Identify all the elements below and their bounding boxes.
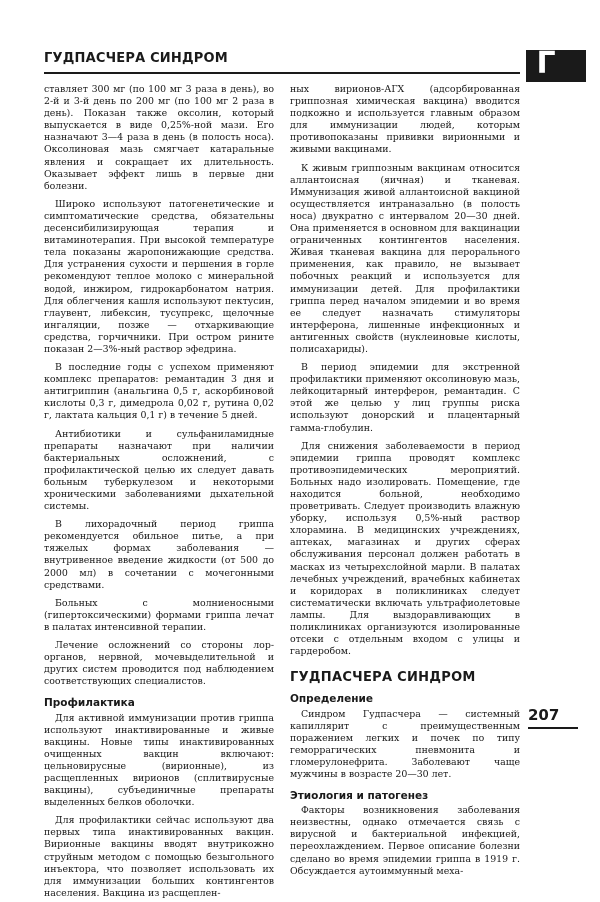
paragraph: Широко используют патогенетические и симптоматические средства, обязательны десенсибилизирующая терапия и витаминотерапия. При высокой температуре тела показаны жаропонижающие средства. Для устранения сухости и першения в горле рекомендуют теплое молоко с минеральной водой, инжиром, гидрокарбонатом натрия. Для облегчения кашля используют пектусин, глаувент, либексин, тусупрекс, щелочные ингаляции, позже — отхаркивающие средства, горчичники. При остром рините показан 2—3%-ный раствор эфедрина. [44,198,274,355]
page-number-rule [528,727,578,729]
subheading-definition: Определение [290,693,373,706]
subheading-etiology: Этиология и патогенез [290,790,429,803]
paragraph: ставляет 300 мг (по 100 мг 3 раза в день), во 2-й и 3-й день по 200 мг (по 100 мг 2 раза в день). Показан также оксолин, который выпускается в виде 0,25%-ной мази. Его назначают 3—4 раза в день (в полость носа). Оксолиновая мазь смягчает катаральные явления и сокращает их длительность. Оказывает эффект лишь в первые дни болезни. [44,84,274,192]
paragraph: Для активной иммунизации против гриппа используют инактивированные и живые вакцины. Новые типы инактивированных очищенных вакцин включают: цельновирусные (вирионные), из расщепленных вирионов (сплитвирусные вакцины), субъединичные препараты выделенных белков оболочки. [44,712,274,809]
paragraph: Больных с молниеносными (гипертоксическими) формами гриппа лечат в палатах интенсивной терапии. [44,597,274,633]
paragraph: Факторы возникновения заболевания неизвестны, однако отмечается связь с вирусной и бактериальной инфекцией, переохлаждением. Первое описание болезни сделано во время эпидемии гриппа в 1919 г. Обсуждается аутоиммунный меха- [290,805,520,877]
paragraph: Для снижения заболеваемости в период эпидемии гриппа проводят комплекс противоэпидемических мероприятий. Больных надо изолировать. Помещение, где находится больной, необходимо проветривать. Следует производить влажную уборку, используя 0,5%-ный раствор хлорамина. В медицинских учреждениях, аптеках, магазинах и других сферах обслуживания персонал должен работать в масках из четырехслойной марли. В палатах лечебных учреждений, врачебных кабинетах и коридорах в поликлиниках следует систематически включать ультрафиолетовые лампы. Для выздоравливающих в поликлиниках организуются изолированные отсеки с отдельным входом с улицы и гардеробом. [290,440,520,658]
paragraph: В период эпидемии для экстренной профилактики применяют оксолиновую мазь, лейкоцитарный интерферон, ремантадин. С этой же целью у лиц группы риска используют донорский и плацентарный гамма-глобулин. [290,362,520,434]
header-rule [44,72,520,74]
section-title: ГУДПАСЧЕРА СИНДРОМ [290,670,476,686]
running-header-title: ГУДПАСЧЕРА СИНДРОМ [44,51,228,66]
paragraph: Для профилактики сейчас используют два первых типа инактивированных вакцин. Вирионные вакцины вводят внутрикожно струйным методом с помощью безыгольного инъектора, что позволяет использовать их для иммунизации больших контингентов населения. Вакцина из расщеплен- [44,815,274,899]
paragraph: К живым гриппозным вакцинам относится аллантоисная (яичная) и тканевая. Иммунизация живой аллантоисной вакциной осуществляется интраназально (в полость носа) двукратно с интервалом 20—30 дней. Она применяется в основном для вакцинации ограниченных контингентов населения. Живая тканевая вакцина для перорального применения, как правило, не вызывает побочных реакций и используется для иммунизации детей. Для профилактики гриппа перед началом эпидемии и во время ее следует назначать стимуляторы интерферона, лишенные инфекционных и антигенных свойств (нуклеиновые кислоты, полисахариды). [290,162,520,355]
paragraph: ных вирионов-АГХ (адсорбированная гриппозная химическая вакцина) вводится подкожно и используется главным образом для иммунизации людей, которым противопоказаны прививки вирионными и живыми вакцинами. [290,84,520,156]
section-letter: Г [536,46,556,81]
paragraph: В лихорадочный период гриппа рекомендуется обильное питье, а при тяжелых формах заболевания — внутривенное введение жидкости (от 500 до 2000 мл) в сочетании с мочегонными средствами. [44,519,274,591]
paragraph: В последние годы с успехом применяют комплекс препаратов: ремантадин 3 дня и антигриппин (анальгина 0,5 г, аскорбиновой кислоты 0,3 г, димедрола 0,02 г, рутина 0,02 г, лактата кальция 0,1 г) в течение 5 дней. [44,362,274,422]
paragraph: Антибиотики и сульфаниламидные препараты назначают при наличии бактериальных осложнений, с профилактической целью их следует давать больным туберкулезом и некоторыми хроническими заболеваниями дыхательной системы. [44,428,274,513]
page-number: 207 [528,706,560,724]
right-column [290,84,520,880]
paragraph: Лечение осложнений со стороны лор-органов, нервной, мочевыделительной и других систем проводится под наблюдением соответствующих специалистов. [44,640,274,688]
left-column [44,84,274,902]
subheading-prevention: Профилактика [44,697,135,710]
paragraph: Синдром Гудпасчера — системный капиллярит с преимущественным поражением легких и почек по типу геморрагических пневмонита и гломерулонефрита. Заболевают чаще мужчины в возрасте 20—30 лет. [290,708,520,780]
